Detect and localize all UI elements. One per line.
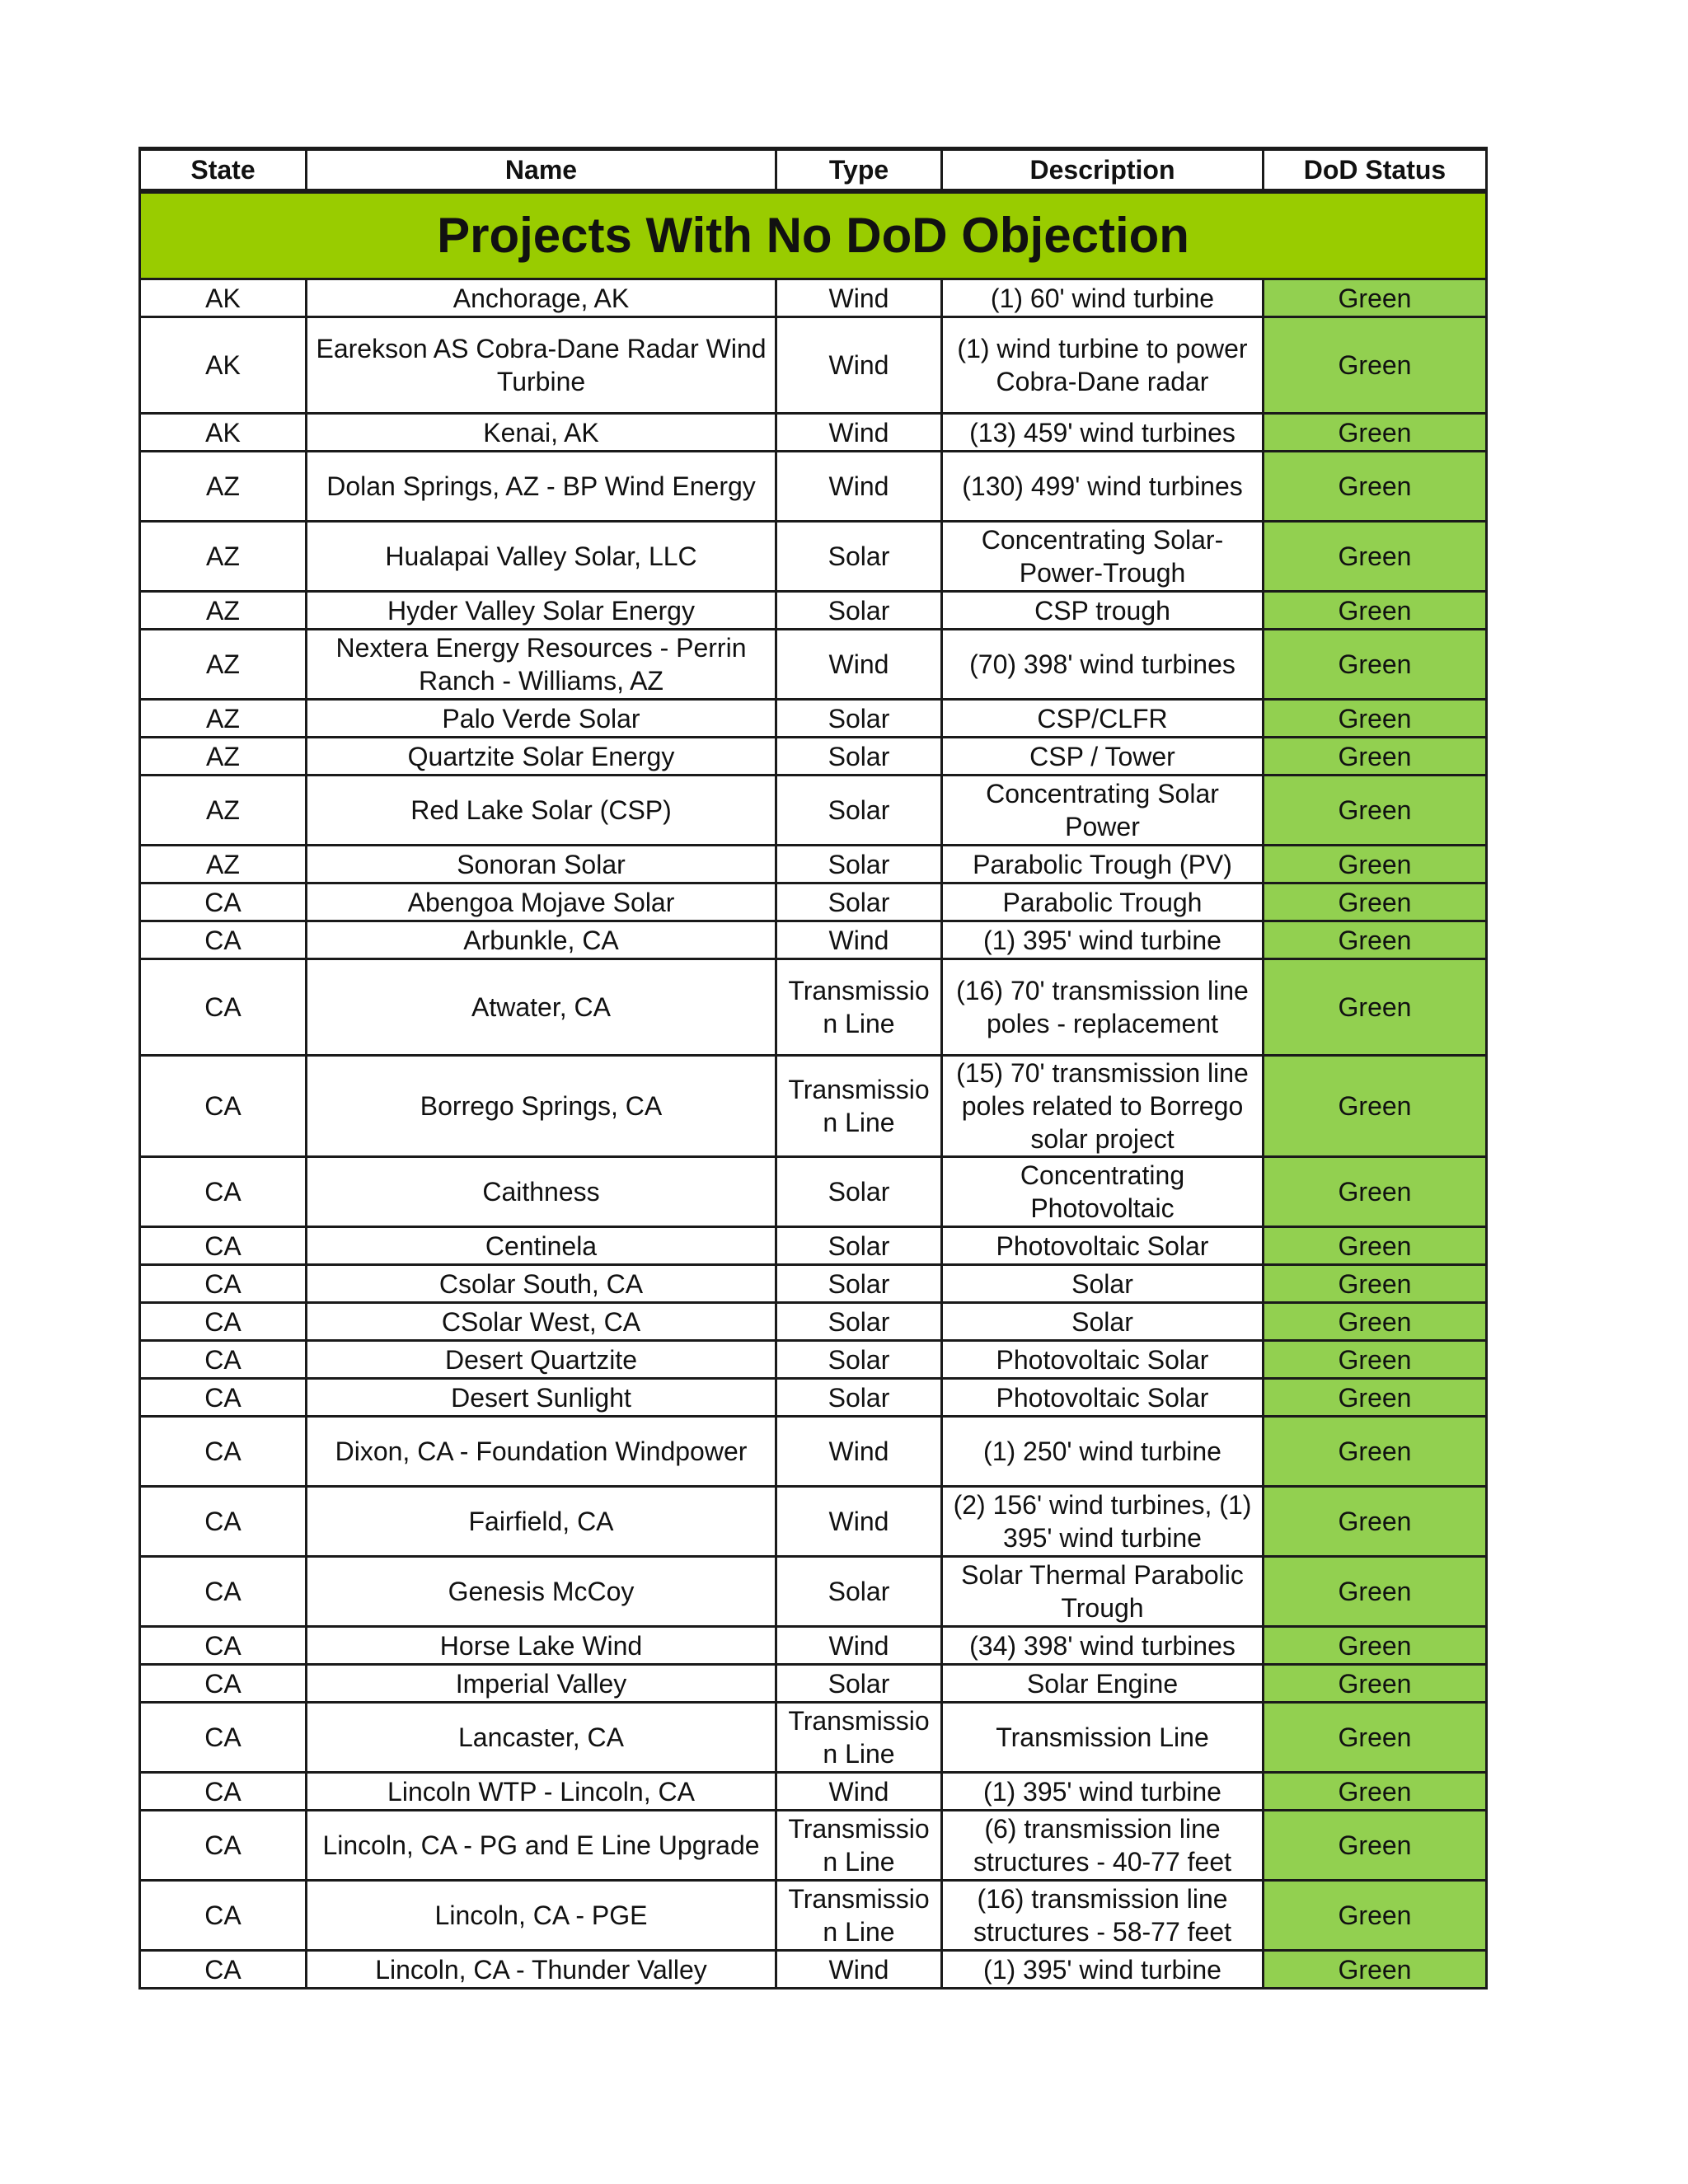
cell-description: (15) 70' transmission line poles related to Borrego solar project — [942, 1056, 1264, 1157]
cell-type: Solar — [776, 700, 942, 738]
cell-type: Transmissio n Line — [776, 1811, 942, 1881]
table-row — [140, 1773, 1487, 1811]
cell-type: Wind — [776, 452, 942, 522]
table-row — [140, 738, 1487, 776]
cell-type: Solar — [776, 1227, 942, 1265]
cell-type: Wind — [776, 1951, 942, 1989]
cell-dod-status: Green — [1264, 883, 1487, 921]
cell-type: Wind — [776, 630, 942, 700]
table-row — [140, 1227, 1487, 1265]
cell-name: Csolar South, CA — [307, 1265, 776, 1303]
cell-type: Wind — [776, 1773, 942, 1811]
table-row — [140, 414, 1487, 452]
cell-name: Lincoln, CA - PG and E Line Upgrade — [307, 1811, 776, 1881]
cell-name: Abengoa Mojave Solar — [307, 883, 776, 921]
cell-name: Dolan Springs, AZ - BP Wind Energy — [307, 452, 776, 522]
cell-state: CA — [140, 1773, 307, 1811]
header-name: Name — [307, 149, 776, 192]
cell-description: (1) 250' wind turbine — [942, 1417, 1264, 1487]
cell-description: (1) 395' wind turbine — [942, 1951, 1264, 1989]
cell-type: Transmissio n Line — [776, 1056, 942, 1157]
cell-name: Horse Lake Wind — [307, 1627, 776, 1665]
cell-type: Solar — [776, 1303, 942, 1341]
cell-state: CA — [140, 1665, 307, 1703]
cell-dod-status: Green — [1264, 738, 1487, 776]
table-row — [140, 630, 1487, 700]
cell-name: Palo Verde Solar — [307, 700, 776, 738]
table-row — [140, 921, 1487, 959]
cell-description: (2) 156' wind turbines, (1) 395' wind turbine — [942, 1487, 1264, 1557]
cell-name: Caithness — [307, 1157, 776, 1227]
cell-dod-status: Green — [1264, 1303, 1487, 1341]
cell-description: CSP / Tower — [942, 738, 1264, 776]
cell-description: Concentrating Photovoltaic — [942, 1157, 1264, 1227]
cell-dod-status: Green — [1264, 1056, 1487, 1157]
cell-description: Solar — [942, 1303, 1264, 1341]
cell-type: Wind — [776, 1487, 942, 1557]
table-row — [140, 1557, 1487, 1627]
cell-name: Imperial Valley — [307, 1665, 776, 1703]
cell-state: AZ — [140, 522, 307, 592]
cell-dod-status: Green — [1264, 1379, 1487, 1417]
cell-state: AZ — [140, 776, 307, 846]
cell-dod-status: Green — [1264, 414, 1487, 452]
table-row — [140, 1665, 1487, 1703]
cell-name: Fairfield, CA — [307, 1487, 776, 1557]
cell-dod-status: Green — [1264, 279, 1487, 317]
cell-state: CA — [140, 1881, 307, 1951]
cell-dod-status: Green — [1264, 1665, 1487, 1703]
header-state: State — [140, 149, 307, 192]
cell-type: Solar — [776, 1265, 942, 1303]
cell-type: Solar — [776, 776, 942, 846]
header-dod-status: DoD Status — [1264, 149, 1487, 192]
cell-dod-status: Green — [1264, 1487, 1487, 1557]
header-row — [140, 149, 1487, 192]
cell-dod-status: Green — [1264, 317, 1487, 414]
cell-state: CA — [140, 1627, 307, 1665]
cell-type: Wind — [776, 921, 942, 959]
cell-name: Red Lake Solar (CSP) — [307, 776, 776, 846]
cell-name: Lincoln, CA - PGE — [307, 1881, 776, 1951]
cell-name: Atwater, CA — [307, 959, 776, 1056]
cell-name: Hualapai Valley Solar, LLC — [307, 522, 776, 592]
cell-name: Hyder Valley Solar Energy — [307, 592, 776, 630]
cell-type: Wind — [776, 1627, 942, 1665]
cell-type: Solar — [776, 522, 942, 592]
cell-description: (16) 70' transmission line poles - replacement — [942, 959, 1264, 1056]
cell-type: Wind — [776, 279, 942, 317]
cell-name: Lincoln, CA - Thunder Valley — [307, 1951, 776, 1989]
cell-description: (1) wind turbine to power Cobra-Dane radar — [942, 317, 1264, 414]
header-type: Type — [776, 149, 942, 192]
table-row — [140, 1703, 1487, 1773]
cell-description: Solar Thermal Parabolic Trough — [942, 1557, 1264, 1627]
cell-name: Desert Sunlight — [307, 1379, 776, 1417]
table-row — [140, 700, 1487, 738]
cell-description: Solar — [942, 1265, 1264, 1303]
cell-name: Genesis McCoy — [307, 1557, 776, 1627]
cell-dod-status: Green — [1264, 1227, 1487, 1265]
cell-dod-status: Green — [1264, 1265, 1487, 1303]
cell-state: AZ — [140, 738, 307, 776]
cell-dod-status: Green — [1264, 1557, 1487, 1627]
cell-description: (16) transmission line structures - 58-77 feet — [942, 1881, 1264, 1951]
cell-state: CA — [140, 1487, 307, 1557]
cell-description: (1) 60' wind turbine — [942, 279, 1264, 317]
cell-description: (70) 398' wind turbines — [942, 630, 1264, 700]
table-row — [140, 883, 1487, 921]
cell-name: Lancaster, CA — [307, 1703, 776, 1773]
cell-dod-status: Green — [1264, 776, 1487, 846]
cell-name: Borrego Springs, CA — [307, 1056, 776, 1157]
cell-name: Sonoran Solar — [307, 846, 776, 883]
cell-type: Wind — [776, 414, 942, 452]
table-row — [140, 1811, 1487, 1881]
cell-type: Wind — [776, 317, 942, 414]
cell-description: Photovoltaic Solar — [942, 1227, 1264, 1265]
table-row — [140, 1265, 1487, 1303]
cell-dod-status: Green — [1264, 1703, 1487, 1773]
table-row — [140, 1627, 1487, 1665]
cell-type: Solar — [776, 883, 942, 921]
section-title: Projects With No DoD Objection — [140, 191, 1487, 279]
cell-state: AZ — [140, 452, 307, 522]
cell-description: Parabolic Trough (PV) — [942, 846, 1264, 883]
table-row — [140, 846, 1487, 883]
cell-state: AZ — [140, 592, 307, 630]
cell-dod-status: Green — [1264, 1881, 1487, 1951]
table-row — [140, 452, 1487, 522]
cell-description: Transmission Line — [942, 1703, 1264, 1773]
table-row — [140, 959, 1487, 1056]
cell-name: Kenai, AK — [307, 414, 776, 452]
table-row — [140, 1303, 1487, 1341]
table-row — [140, 1379, 1487, 1417]
cell-type: Wind — [776, 1417, 942, 1487]
cell-name: Arbunkle, CA — [307, 921, 776, 959]
cell-type: Solar — [776, 1379, 942, 1417]
cell-state: CA — [140, 921, 307, 959]
cell-dod-status: Green — [1264, 1627, 1487, 1665]
cell-type: Solar — [776, 1665, 942, 1703]
cell-type: Transmissio n Line — [776, 1703, 942, 1773]
cell-dod-status: Green — [1264, 1417, 1487, 1487]
cell-description: (6) transmission line structures - 40-77 feet — [942, 1811, 1264, 1881]
cell-state: AK — [140, 414, 307, 452]
cell-state: AZ — [140, 700, 307, 738]
cell-dod-status: Green — [1264, 846, 1487, 883]
cell-description: Parabolic Trough — [942, 883, 1264, 921]
cell-dod-status: Green — [1264, 921, 1487, 959]
cell-name: Earekson AS Cobra-Dane Radar Wind Turbine — [307, 317, 776, 414]
cell-state: CA — [140, 1811, 307, 1881]
cell-name: Anchorage, AK — [307, 279, 776, 317]
table-row — [140, 522, 1487, 592]
table-row — [140, 1341, 1487, 1379]
cell-description: Concentrating Solar-Power-Trough — [942, 522, 1264, 592]
cell-state: CA — [140, 1341, 307, 1379]
cell-description: Solar Engine — [942, 1665, 1264, 1703]
cell-dod-status: Green — [1264, 1811, 1487, 1881]
cell-description: CSP/CLFR — [942, 700, 1264, 738]
table-row — [140, 279, 1487, 317]
cell-description: Photovoltaic Solar — [942, 1379, 1264, 1417]
cell-state: CA — [140, 1303, 307, 1341]
cell-state: CA — [140, 1417, 307, 1487]
cell-type: Solar — [776, 738, 942, 776]
cell-description: (34) 398' wind turbines — [942, 1627, 1264, 1665]
cell-description: (13) 459' wind turbines — [942, 414, 1264, 452]
cell-state: AZ — [140, 630, 307, 700]
table-row — [140, 592, 1487, 630]
cell-dod-status: Green — [1264, 959, 1487, 1056]
cell-state: CA — [140, 1265, 307, 1303]
cell-dod-status: Green — [1264, 452, 1487, 522]
cell-dod-status: Green — [1264, 700, 1487, 738]
cell-state: CA — [140, 1379, 307, 1417]
cell-state: AZ — [140, 846, 307, 883]
cell-dod-status: Green — [1264, 1157, 1487, 1227]
cell-name: Quartzite Solar Energy — [307, 738, 776, 776]
cell-dod-status: Green — [1264, 1951, 1487, 1989]
cell-state: CA — [140, 883, 307, 921]
table-row — [140, 1881, 1487, 1951]
cell-type: Solar — [776, 1341, 942, 1379]
table-row — [140, 317, 1487, 414]
cell-type: Solar — [776, 592, 942, 630]
cell-dod-status: Green — [1264, 1341, 1487, 1379]
cell-dod-status: Green — [1264, 630, 1487, 700]
cell-state: CA — [140, 959, 307, 1056]
cell-type: Solar — [776, 1557, 942, 1627]
cell-state: CA — [140, 1951, 307, 1989]
cell-state: AK — [140, 279, 307, 317]
cell-type: Transmissio n Line — [776, 1881, 942, 1951]
cell-name: CSolar West, CA — [307, 1303, 776, 1341]
cell-description: Concentrating Solar Power — [942, 776, 1264, 846]
cell-name: Lincoln WTP - Lincoln, CA — [307, 1773, 776, 1811]
cell-name: Centinela — [307, 1227, 776, 1265]
cell-dod-status: Green — [1264, 592, 1487, 630]
cell-description: (130) 499' wind turbines — [942, 452, 1264, 522]
cell-state: CA — [140, 1157, 307, 1227]
cell-description: Photovoltaic Solar — [942, 1341, 1264, 1379]
header-description: Description — [942, 149, 1264, 192]
cell-name: Desert Quartzite — [307, 1341, 776, 1379]
cell-state: CA — [140, 1557, 307, 1627]
section-banner-row — [140, 191, 1487, 279]
cell-name: Dixon, CA - Foundation Windpower — [307, 1417, 776, 1487]
cell-state: CA — [140, 1703, 307, 1773]
table-row — [140, 1487, 1487, 1557]
cell-dod-status: Green — [1264, 1773, 1487, 1811]
cell-type: Solar — [776, 1157, 942, 1227]
table-row — [140, 1056, 1487, 1157]
table-row — [140, 1951, 1487, 1989]
cell-dod-status: Green — [1264, 522, 1487, 592]
cell-state: CA — [140, 1056, 307, 1157]
table-row — [140, 1417, 1487, 1487]
cell-state: AK — [140, 317, 307, 414]
table-row — [140, 1157, 1487, 1227]
table-row — [140, 776, 1487, 846]
cell-state: CA — [140, 1227, 307, 1265]
cell-type: Transmissio n Line — [776, 959, 942, 1056]
cell-description: (1) 395' wind turbine — [942, 1773, 1264, 1811]
cell-description: (1) 395' wind turbine — [942, 921, 1264, 959]
projects-table — [138, 147, 1488, 1990]
cell-description: CSP trough — [942, 592, 1264, 630]
cell-type: Solar — [776, 846, 942, 883]
cell-name: Nextera Energy Resources - Perrin Ranch - Williams, AZ — [307, 630, 776, 700]
